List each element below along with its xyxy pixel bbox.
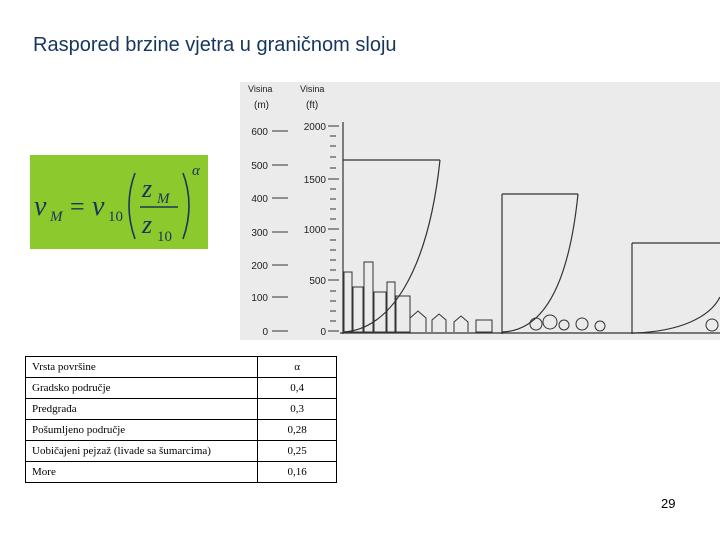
wind-profile-formula — [30, 155, 208, 249]
axis-ft-unit: (ft) — [306, 100, 319, 111]
m-tick-label: 400 — [251, 194, 268, 205]
formula-lhs-sub: M — [50, 209, 63, 225]
city-skyline — [344, 262, 410, 332]
table-row — [26, 399, 337, 420]
formula-den-sub: 10 — [157, 229, 172, 245]
axis-ft-title: Visina — [300, 84, 325, 94]
boundary-layer-figure — [240, 82, 720, 340]
formula-den-base: z — [142, 210, 153, 239]
alpha-value-cell: 0,25 — [258, 441, 337, 462]
formula-equals: = — [70, 192, 85, 221]
right-paren — [183, 173, 189, 239]
alpha-table — [25, 356, 337, 483]
slide-title: Raspored brzine vjetra u graničnom sloju — [33, 34, 397, 56]
m-tick-label: 100 — [251, 293, 268, 304]
table-row — [26, 420, 337, 441]
alpha-value-cell: 0,28 — [258, 420, 337, 441]
axis-m-unit: (m) — [254, 100, 269, 111]
ft-minor-ticks — [328, 126, 339, 331]
table-header-row — [26, 357, 337, 378]
m-tick-label: 500 — [251, 161, 268, 172]
surface-type-cell: Predgrađa — [26, 399, 258, 420]
ft-tick-label: 0 — [320, 327, 326, 338]
surface-type-cell: Uobičajeni pejzaž (livade sa šumarcima) — [26, 441, 258, 462]
table-row — [26, 378, 337, 399]
formula-box — [30, 155, 208, 249]
table-row — [26, 462, 337, 483]
surface-type-cell: More — [26, 462, 258, 483]
suburban-profile-curve — [502, 194, 578, 332]
formula-lhs-base: v — [34, 191, 47, 222]
boundary-layer-diagram — [240, 82, 720, 340]
table-row — [26, 441, 337, 462]
ft-tick-label: 1500 — [303, 175, 326, 186]
alpha-value-cell: 0,3 — [258, 399, 337, 420]
formula-exponent: α — [192, 163, 200, 179]
formula-coef-sub: 10 — [108, 209, 123, 225]
surface-type-cell: Pošumljeno područje — [26, 420, 258, 441]
header-surface-type: Vrsta površine — [26, 357, 258, 378]
page-number: 29 — [661, 496, 676, 511]
suburb-houses — [410, 311, 492, 332]
axis-m-title: Visina — [248, 84, 273, 94]
surface-type-cell: Gradsko područje — [26, 378, 258, 399]
m-tick-label: 300 — [251, 228, 268, 239]
ft-tick-label: 2000 — [303, 122, 326, 133]
ft-tick-label: 500 — [309, 276, 326, 287]
alpha-value-cell: 0,16 — [258, 462, 337, 483]
m-tick-label: 200 — [251, 261, 268, 272]
header-alpha: α — [258, 357, 337, 378]
formula-num-base: z — [142, 174, 153, 203]
m-tick-label: 0 — [262, 327, 268, 338]
formula-coef-base: v — [92, 191, 105, 222]
trees — [530, 315, 718, 331]
formula-num-sub: M — [157, 191, 170, 207]
ft-tick-label: 1000 — [303, 225, 326, 236]
m-tick-label: 600 — [251, 127, 268, 138]
left-paren — [129, 173, 135, 239]
urban-profile-curve — [343, 160, 440, 332]
alpha-value-cell: 0,4 — [258, 378, 337, 399]
